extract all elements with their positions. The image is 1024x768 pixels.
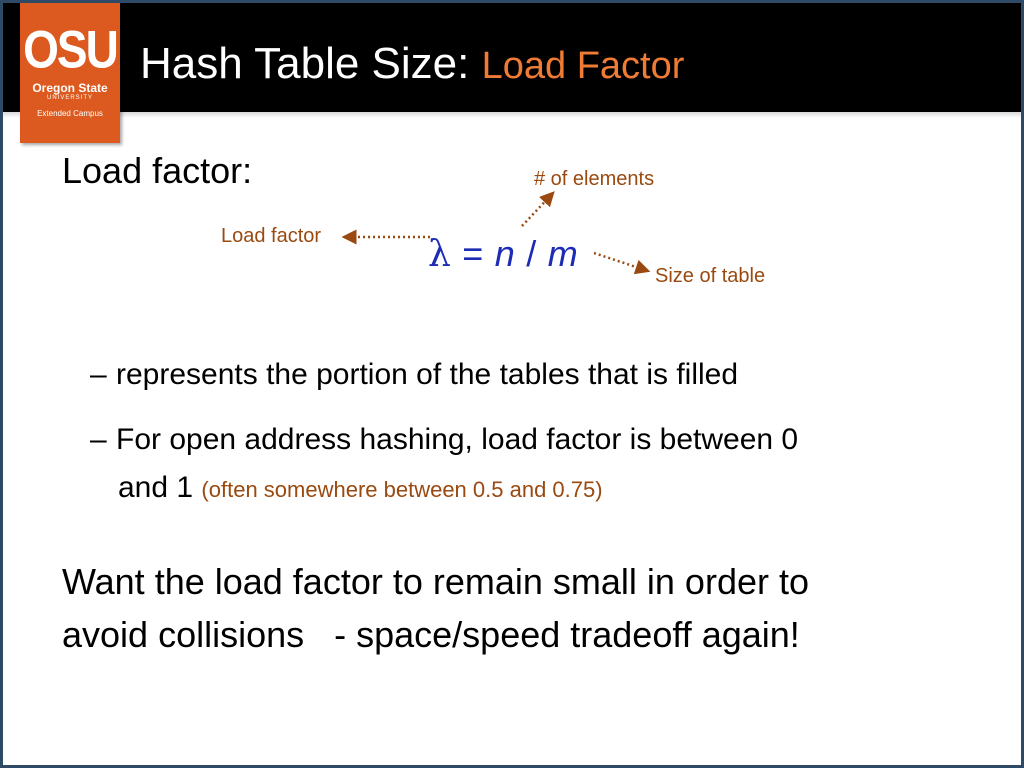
bullet-range-note: (often somewhere between 0.5 and 0.75) xyxy=(201,477,603,502)
annotation-load-factor: Load factor xyxy=(221,225,322,247)
bullet-open-address-continued xyxy=(118,470,603,506)
formula-m: m xyxy=(547,233,578,274)
bullet-text-line1: For open address hashing, load factor is between 0 xyxy=(116,423,799,456)
logo-campus: Extended Campus xyxy=(37,109,103,118)
logo-name: Oregon State xyxy=(32,81,108,95)
logo-university: UNIVERSITY xyxy=(46,95,93,101)
bullet-open-address xyxy=(90,422,798,458)
formula-slash: / xyxy=(526,233,537,274)
bullet-dash: – xyxy=(90,358,107,391)
annotation-table-size: Size of table xyxy=(655,265,766,287)
bullet-text: represents the portion of the tables that is filled xyxy=(116,358,739,391)
closing-line-2: avoid collisions - space/speed tradeoff again! xyxy=(62,614,800,655)
formula-n: n xyxy=(494,233,515,274)
closing-line-1: Want the load factor to remain small in order to xyxy=(62,561,809,602)
heading-load-factor: Load factor: xyxy=(62,150,253,191)
title-accent: Load Factor xyxy=(481,45,685,87)
logo-mark: OSU xyxy=(23,19,117,79)
annotation-elements: # of elements xyxy=(534,168,655,190)
formula-lambda: λ xyxy=(428,234,451,275)
arrow-to-table-size xyxy=(594,253,648,271)
title-main: Hash Table Size: xyxy=(140,39,482,88)
bullet-text-line2: and 1 xyxy=(118,471,202,504)
bullet-dash: – xyxy=(90,423,107,456)
arrow-to-elements xyxy=(522,193,553,226)
bullet-portion-filled xyxy=(90,357,738,393)
formula-equals: = xyxy=(462,233,484,274)
